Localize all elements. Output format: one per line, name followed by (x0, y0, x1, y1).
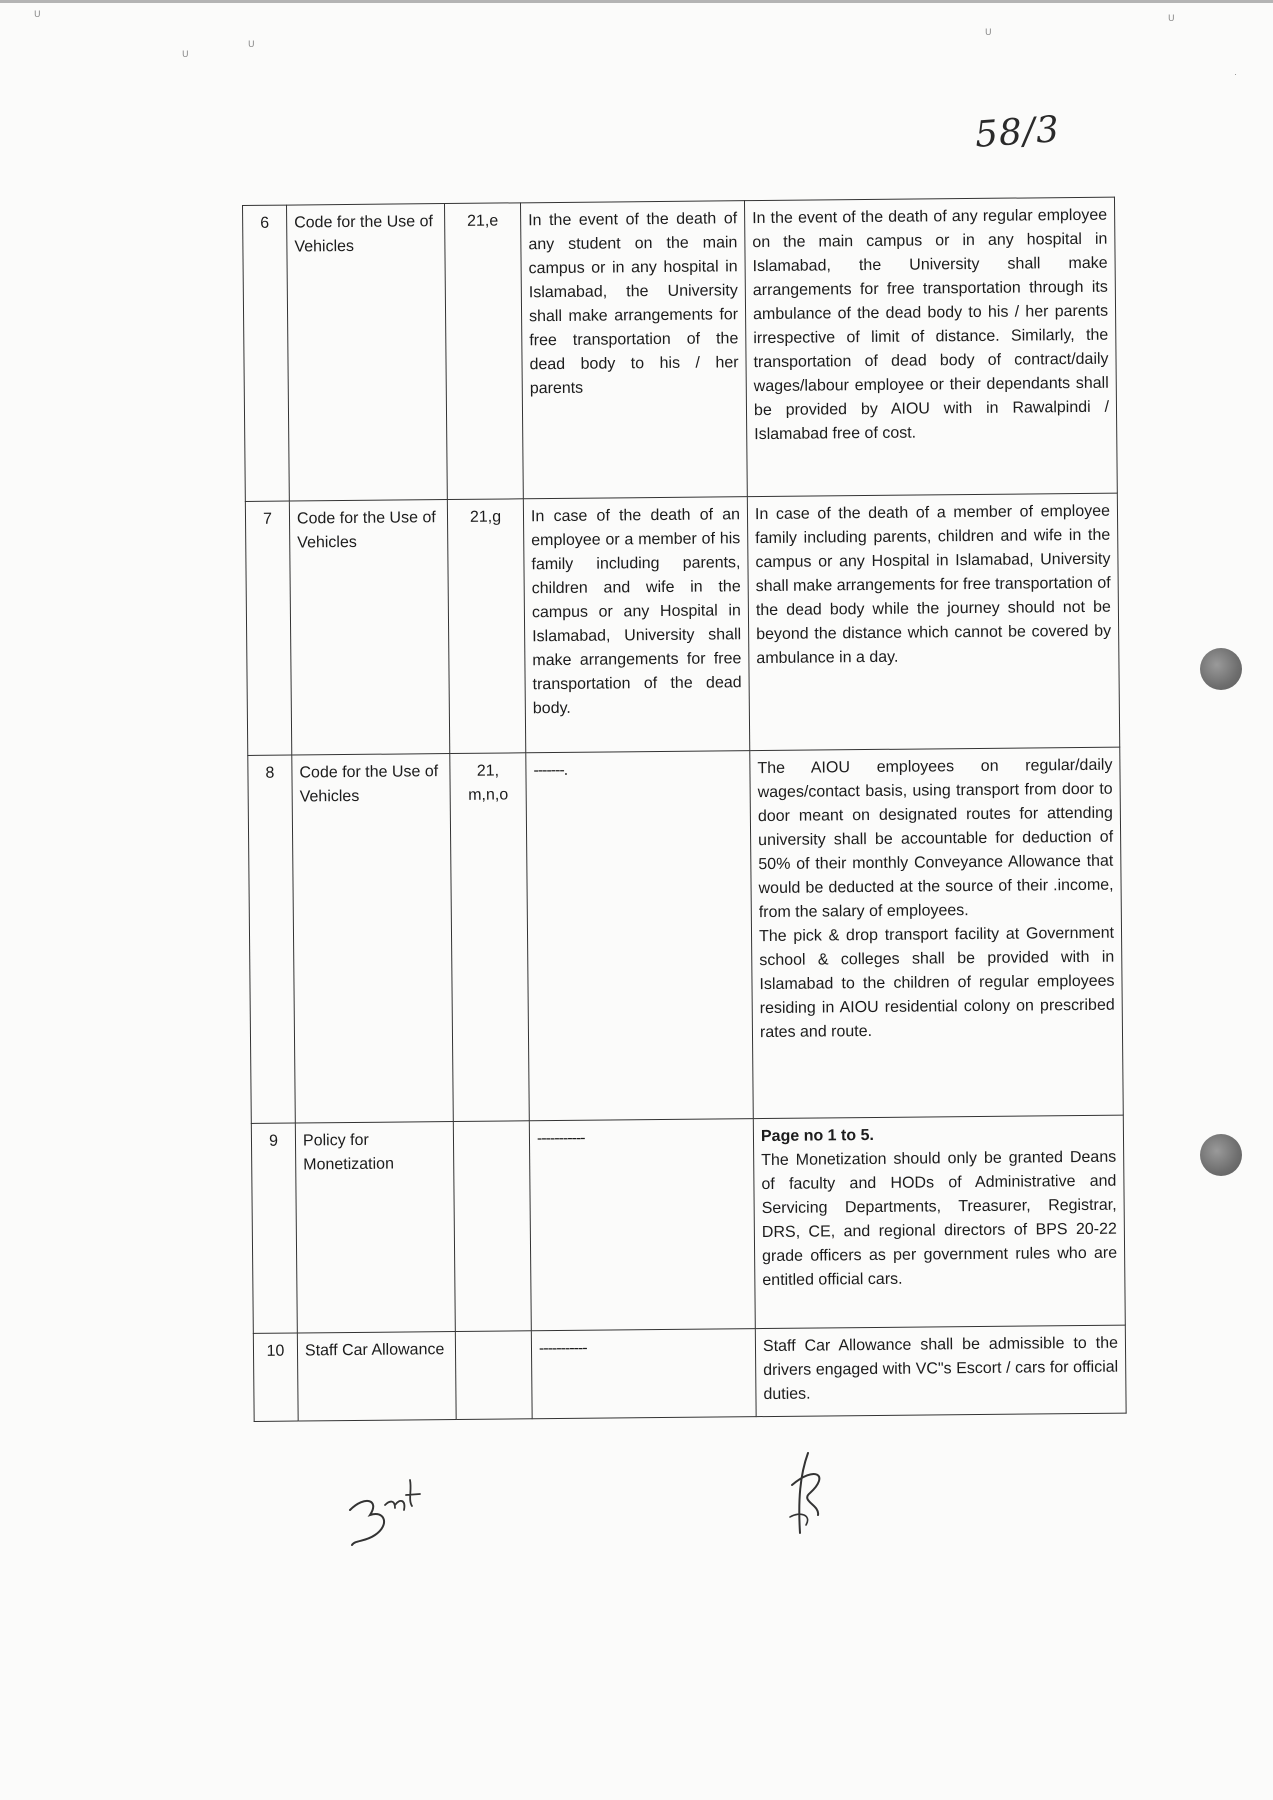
row-number: 6 (243, 205, 290, 501)
existing-text-cell: -------. (526, 751, 754, 1121)
scan-speck: ᑌ (34, 9, 41, 19)
punch-hole (1200, 1134, 1242, 1176)
scan-top-edge (0, 0, 1273, 3)
proposed-paragraph: The AIOU employees on regular/daily wages/contact basis, using transport from door to door meant on designated routes for attending university shall be accountable for deduction of 50% of their monthly Conveyance Allowance that would be deducted at the source of their .income, from the salary of employees. (757, 756, 1114, 922)
existing-text-cell: In case of the death of an employee or a member of his family including parents, children and wife in the campus or any Hospital in Islamabad, University shall make arrangements for free transportation of the dead body. (523, 497, 749, 753)
subject-cell: Code for the Use of Vehicles (292, 754, 454, 1123)
punch-hole (1200, 648, 1242, 690)
proposed-text-cell (755, 1325, 1126, 1417)
proposed-text-cell (744, 197, 1117, 497)
row-number: 7 (245, 501, 291, 755)
handwritten-initials (340, 1450, 450, 1560)
subject-cell: Staff Car Allowance (297, 1332, 456, 1422)
table-row (243, 197, 1118, 501)
table-row (251, 1115, 1125, 1333)
clause-cell: 21, m,n,o (450, 753, 530, 1122)
scan-speck: ᑌ (1168, 13, 1175, 23)
proposed-text-cell (753, 1115, 1125, 1329)
proposed-paragraph: In case of the death of a member of employee family including parents, children and wife in the campus or any Hospital in Islamabad, University shall make arrangements for free transportation of the dead body while the journey should not be beyond the distance which cannot be covered by ambulance in a day. (754, 502, 1112, 668)
handwritten-signature (770, 1445, 850, 1555)
row-number: 8 (248, 755, 296, 1123)
proposed-paragraph: The pick & drop transport facility at Government school & colleges shall be provided with in Islamabad to the children of regular employees residing in AIOU residential colony on prescribed rates and route. (758, 924, 1115, 1042)
proposed-paragraph: The Monetization should only be granted Deans of faculty and HODs of Administrative and Servicing Departments, Treasurer, Registrar, DRS, CE, and regional directors of BPS 20-22 grade officers as per government rules who are entitled official cars. (761, 1148, 1118, 1290)
row-number: 9 (251, 1123, 297, 1333)
clause-cell: 21,e (444, 203, 523, 500)
proposed-heading: Page no 1 to 5. (760, 1126, 874, 1146)
subject-cell: Code for the Use of Vehicles (287, 204, 448, 502)
existing-text-cell: ----------- (531, 1329, 756, 1419)
clause-cell: 21,g (447, 499, 525, 754)
amendments-table (242, 197, 1127, 1422)
table-row (253, 1325, 1126, 1421)
proposed-text-cell (750, 747, 1124, 1119)
scan-speck: ᑌ (985, 27, 992, 37)
scan-speck: · (1234, 69, 1237, 79)
page-number: 58/3 (973, 109, 1062, 156)
existing-text-cell: In the event of the death of any student on the main campus or in any hospital in Islamabad, the University shall make arrangements for free transportation of the dead body to his / her parents (520, 201, 747, 499)
subject-cell: Code for the Use of Vehicles (289, 500, 449, 756)
proposed-paragraph: In the event of the death of any regular employee on the main campus or in any hospital in Islamabad, the University shall make arrangements for free transportation through its ambulance of the dead body to his / her parents irrespective of limit of distance. Similarly, the transportation of dead body of contract/daily wages/labour employee or their dependants shall be provided by AIOU with in Rawalpindi / Islamabad free of cost. (752, 206, 1110, 444)
table-row (248, 747, 1123, 1123)
clause-cell (453, 1121, 531, 1332)
proposed-paragraph: Staff Car Allowance shall be admissible to the drivers engaged with VC"s Escort / cars for official duties. (762, 1334, 1119, 1404)
table-row (245, 493, 1119, 755)
scan-speck: ᑌ (248, 39, 255, 49)
existing-text-cell: ----------- (529, 1119, 755, 1331)
clause-cell (455, 1331, 532, 1420)
subject-cell: Policy for Monetization (295, 1122, 455, 1334)
row-number: 10 (253, 1333, 298, 1421)
scan-speck: ᑌ (182, 49, 189, 59)
proposed-text-cell (747, 493, 1119, 751)
